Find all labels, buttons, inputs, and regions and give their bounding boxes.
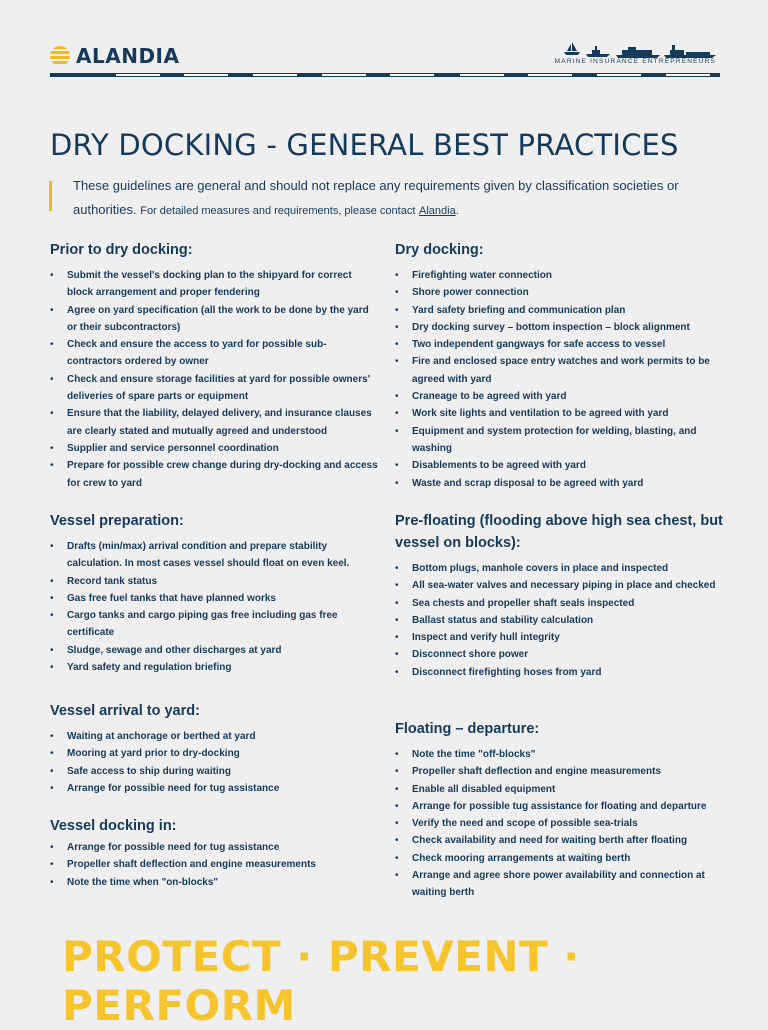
list-item: • Craneage to be agreed with yard bbox=[395, 388, 725, 405]
list-item: • Drafts (min/max) arrival condition and prepare stability calculation. In most cases vessel should float on even keel. bbox=[50, 538, 380, 573]
list-item: • Ensure that the liability, delayed delivery, and insurance clauses are clearly stated and mutually agreed and understood bbox=[50, 405, 380, 440]
list-item: • Two independent gangways for safe access to vessel bbox=[395, 336, 725, 353]
footer-slogan: PROTECT · PREVENT · PERFORM bbox=[62, 932, 580, 1030]
list-item: • Inspect and verify hull integrity bbox=[395, 629, 725, 646]
brand-logo bbox=[50, 44, 179, 68]
section-floating bbox=[395, 718, 725, 902]
list-item: • Prepare for possible crew change during dry-docking and access for crew to yard bbox=[50, 457, 380, 492]
section-list bbox=[50, 538, 380, 676]
list-item: • Fire and enclosed space entry watches and work permits to be agreed with yard bbox=[395, 353, 725, 388]
section-title: Pre-floating (flooding above high sea chest, but vessel on blocks): bbox=[395, 513, 723, 551]
list-item: • Cargo tanks and cargo piping gas free including gas free certificate bbox=[50, 607, 380, 642]
header-divider bbox=[50, 73, 720, 77]
list-item: • Propeller shaft deflection and engine measurements bbox=[395, 763, 725, 780]
list-item: • Shore power connection bbox=[395, 284, 725, 301]
list-item: • Arrange for possible need for tug assistance bbox=[50, 839, 380, 856]
list-item: • Arrange for possible need for tug assistance bbox=[50, 780, 380, 797]
section-title: Vessel arrival to yard: bbox=[50, 703, 200, 719]
list-item: • Gas free fuel tanks that have planned works bbox=[50, 590, 380, 607]
list-item: • Firefighting water connection bbox=[395, 267, 725, 284]
section-list bbox=[395, 746, 725, 902]
section-list bbox=[395, 267, 725, 492]
intro-end: . bbox=[455, 205, 459, 217]
section-title: Floating – departure: bbox=[395, 721, 540, 737]
list-item: • Enable all disabled equipment bbox=[395, 781, 725, 798]
list-item: • Yard safety and regulation briefing bbox=[50, 659, 380, 676]
list-item: • Sludge, sewage and other discharges at yard bbox=[50, 642, 380, 659]
list-item: • Ballast status and stability calculation bbox=[395, 612, 725, 629]
list-item: • Propeller shaft deflection and engine measurements bbox=[50, 856, 380, 873]
section-title: Vessel docking in: bbox=[50, 818, 177, 834]
list-item: • Waste and scrap disposal to be agreed with yard bbox=[395, 475, 725, 492]
list-item: • All sea-water valves and necessary piping in place and checked bbox=[395, 577, 725, 594]
list-item: • Check and ensure storage facilities at yard for possible owners' deliveries of spare parts or equipment bbox=[50, 371, 380, 406]
intro-text bbox=[73, 174, 693, 223]
list-item: • Note the time "off-blocks" bbox=[395, 746, 725, 763]
list-item: • Safe access to ship during waiting bbox=[50, 763, 380, 780]
list-item: • Waiting at anchorage or berthed at yard bbox=[50, 728, 380, 745]
brand-name: ALANDIA bbox=[76, 44, 180, 68]
list-item: • Supplier and service personnel coordination bbox=[50, 440, 380, 457]
section-list bbox=[395, 560, 725, 681]
list-item: • Agree on yard specification (all the work to be done by the yard or their subcontractors) bbox=[50, 302, 380, 337]
section-dry bbox=[395, 239, 725, 492]
list-item: • Arrange for possible tug assistance for floating and departure bbox=[395, 798, 725, 815]
list-item: • Check mooring arrangements at waiting berth bbox=[395, 850, 725, 867]
brand-tagline: MARINE INSURANCE ENTREPRENEURS bbox=[554, 58, 716, 65]
list-item: • Equipment and system protection for welding, blasting, and washing bbox=[395, 423, 725, 458]
list-item: • Record tank status bbox=[50, 573, 380, 590]
list-item: • Verify the need and scope of possible sea-trials bbox=[395, 815, 725, 832]
section-prior bbox=[50, 239, 380, 492]
section-list bbox=[50, 267, 380, 492]
section-title: Dry docking: bbox=[395, 242, 484, 258]
section-list bbox=[50, 839, 380, 891]
intro-main: These guidelines are general and should not replace any requirements given by classification societies or authorities. bbox=[73, 178, 679, 217]
list-item: • Sea chests and propeller shaft seals inspected bbox=[395, 595, 725, 612]
list-item: • Check and ensure the access to yard for possible sub-contractors ordered by owner bbox=[50, 336, 380, 371]
section-arrival bbox=[50, 700, 380, 797]
section-prep bbox=[50, 510, 380, 676]
list-item: • Yard safety briefing and communication plan bbox=[395, 302, 725, 319]
intro-accent-bar bbox=[49, 181, 52, 211]
list-item: • Disconnect shore power bbox=[395, 646, 725, 663]
page-title: DRY DOCKING - GENERAL BEST PRACTICES bbox=[50, 128, 679, 162]
sun-logo-icon bbox=[50, 46, 70, 66]
list-item: • Check availability and need for waiting berth after floating bbox=[395, 832, 725, 849]
list-item: • Arrange and agree shore power availability and connection at waiting berth bbox=[395, 867, 725, 902]
section-list bbox=[50, 728, 380, 797]
list-item: • Dry docking survey – bottom inspection – block alignment bbox=[395, 319, 725, 336]
alandia-link[interactable]: Alandia bbox=[419, 205, 456, 217]
section-prefloat bbox=[395, 510, 725, 681]
section-title: Prior to dry docking: bbox=[50, 242, 193, 258]
section-title: Vessel preparation: bbox=[50, 513, 184, 529]
list-item: • Disconnect firefighting hoses from yard bbox=[395, 664, 725, 681]
list-item: • Submit the vessel's docking plan to the shipyard for correct block arrangement and proper fendering bbox=[50, 267, 380, 302]
section-docking-in bbox=[50, 815, 380, 891]
list-item: • Disablements to be agreed with yard bbox=[395, 457, 725, 474]
list-item: • Bottom plugs, manhole covers in place and inspected bbox=[395, 560, 725, 577]
list-item: • Note the time when "on-blocks" bbox=[50, 874, 380, 891]
list-item: • Work site lights and ventilation to be agreed with yard bbox=[395, 405, 725, 422]
intro-detail: For detailed measures and requirements, please contact bbox=[140, 205, 416, 217]
list-item: • Mooring at yard prior to dry-docking bbox=[50, 745, 380, 762]
